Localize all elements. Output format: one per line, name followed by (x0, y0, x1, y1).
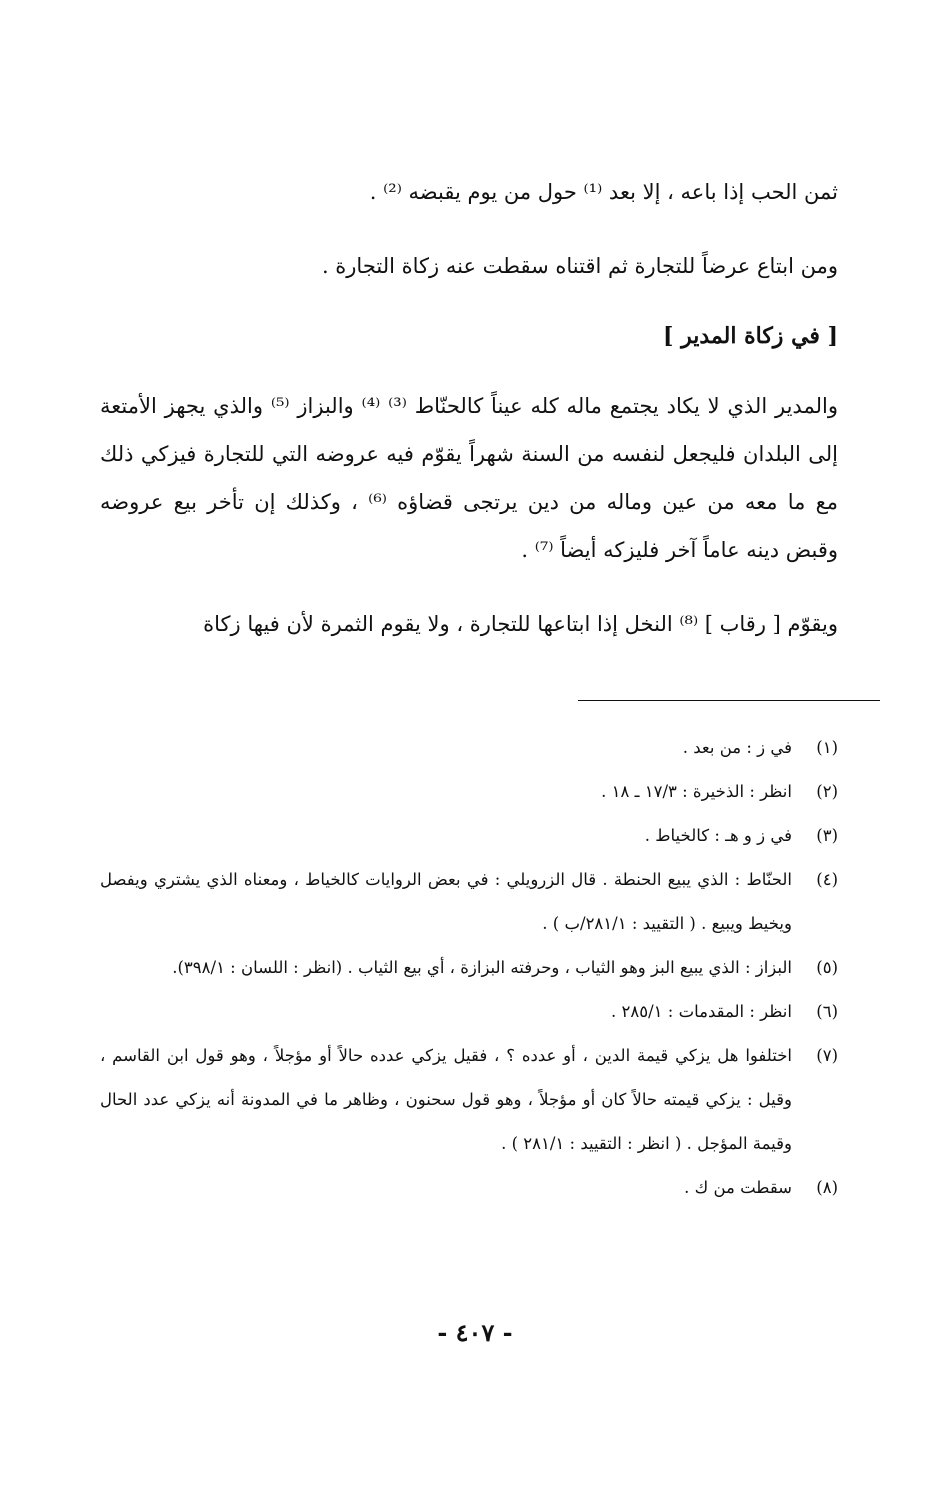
footnotes-block (100, 726, 838, 1210)
footnote-text: انظر : الذخيرة : ١٧/٣ ـ ١٨ . (601, 782, 792, 801)
page-number: - ٤٠٧ - (437, 1318, 513, 1347)
footnote-item (100, 726, 838, 770)
footnote-item (100, 990, 838, 1034)
footnote-number: (٦) (816, 1002, 838, 1021)
main-line-1: ثمن الحب إذا باعه ، إلا بعد ⁽¹⁾ حول من يوم يقبضه ⁽²⁾ . (369, 180, 838, 204)
footnote-text: في ز و هـ : كالخياط . (644, 826, 792, 845)
footnote-text: في ز : من بعد . (682, 738, 792, 757)
section-heading: [ في زكاة المدير ] (663, 323, 838, 349)
footnote-number: (٤) (816, 870, 838, 889)
footnote-number: (٢) (816, 782, 838, 801)
main-paragraph-3: والمدير الذي لا يكاد يجتمع ماله كله عيناً كالحنّاط ⁽³⁾ ⁽⁴⁾ والبزاز ⁽⁵⁾ والذي يجهز الأمتعة إلى البلدان فليجعل لنفسه من السنة شهراً يقوّم فيه عروضه التي للتجارة فيزكي ذلك مع ما معه من عين وماله من دين يرتجى قضاؤه ⁽⁶⁾ ، وكذلك إن تأخر بيع عروضه وقبض دينه عاماً آخر فليزكه أيضاً ⁽⁷⁾ . (100, 394, 838, 562)
footnote-number: (٧) (816, 1046, 838, 1065)
footnote-number: (١) (816, 738, 838, 757)
footnote-text: انظر : المقدمات : ٢٨٥/١ . (611, 1002, 792, 1021)
footnote-separator (578, 700, 880, 701)
footnote-number: (٥) (816, 958, 838, 977)
footnote-text: البزاز : الذي يبيع البز وهو الثياب ، وحرفته البزازة ، أي بيع الثياب . (انظر : اللسان : ٣٩٨/١). (172, 958, 792, 977)
main-line-2: ومن ابتاع عرضاً للتجارة ثم اقتناه سقطت عنه زكاة التجارة . (321, 254, 838, 278)
footnote-number: (٣) (816, 826, 838, 845)
footnote-item (100, 858, 838, 946)
footnote-item (100, 1166, 838, 1210)
footnote-item (100, 814, 838, 858)
footnote-number: (٨) (816, 1178, 838, 1197)
footnote-item (100, 1034, 838, 1166)
main-text-block (100, 168, 838, 648)
footnote-text: اختلفوا هل يزكي قيمة الدين ، أو عدده ؟ ، فقيل يزكي عدده حالاً أو مؤجلاً ، وهو قول ابن القاسم ، وقيل : يزكي قيمته حالاً كان أو مؤجلاً ، وهو قول سحنون ، وظاهر ما في المدونة أنه يزكي عدد الحال وقيمة المؤجل . ( انظر : التقييد : ٢٨١/١ ) . (100, 1046, 792, 1153)
main-paragraph-4: ويقوّم [ رقاب ] ⁽⁸⁾ النخل إذا ابتاعها للتجارة ، ولا يقوم الثمرة لأن فيها زكاة (203, 612, 838, 636)
footnote-text: الحنّاط : الذي يبيع الحنطة . قال الزرويلي : في بعض الروايات كالخياط ، ومعناه الذي يشتري ويفصل ويخيط ويبيع . ( التقييد : ٢٨١/١/ب ) . (100, 870, 792, 933)
footnote-item (100, 946, 838, 990)
footnote-item (100, 770, 838, 814)
footnote-text: سقطت من ك . (684, 1178, 792, 1197)
